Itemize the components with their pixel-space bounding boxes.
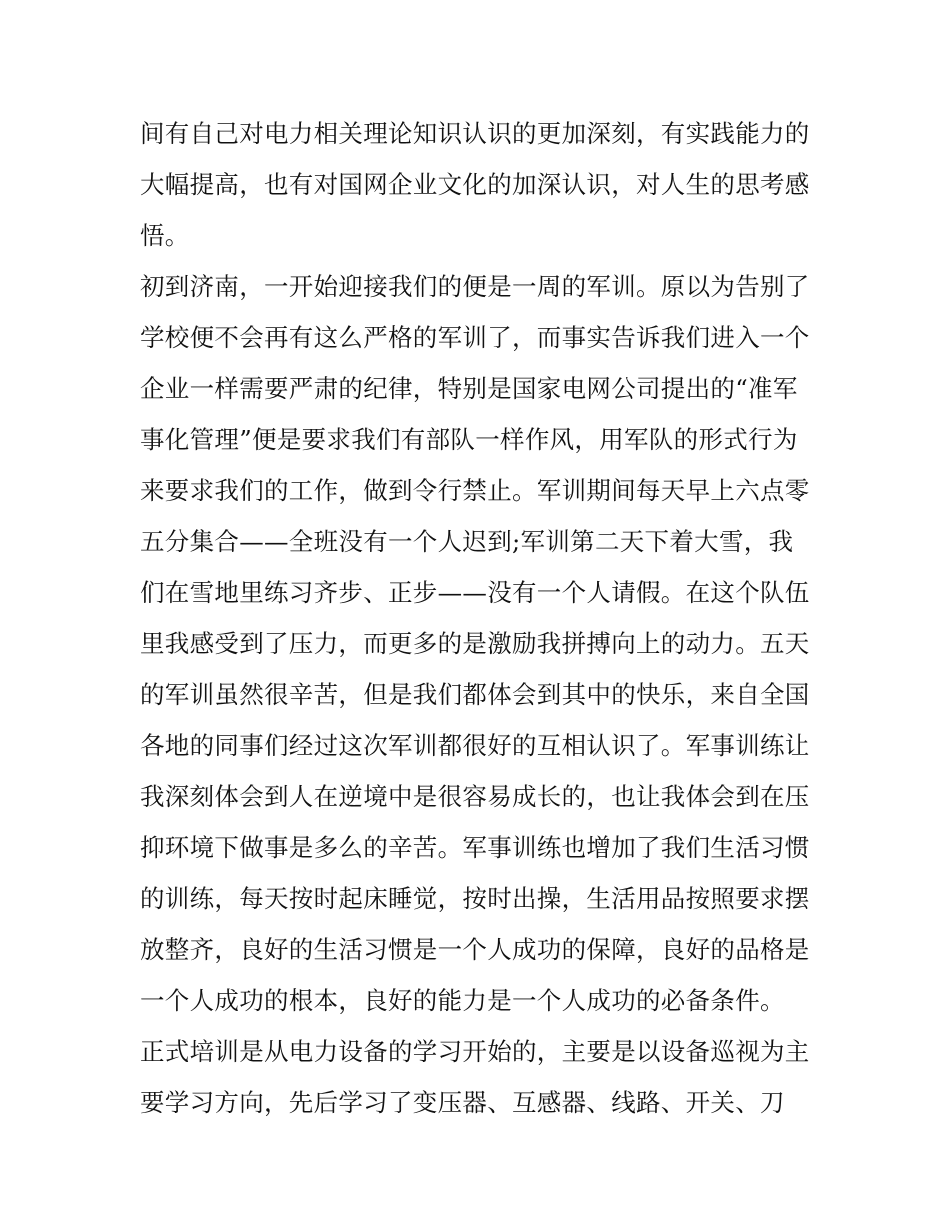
text-line: 初到济南，一开始迎接我们的便是一周的军训。原以为告别了 xyxy=(140,272,810,301)
text-line: 抑环境下做事是多么的辛苦。军事训练也增加了我们生活习惯 xyxy=(140,833,810,862)
text-line: 里我感受到了压力，而更多的是激励我拼搏向上的动力。五天 xyxy=(140,629,810,658)
text-line: 一个人成功的根本，良好的能力是一个人成功的必备条件。 xyxy=(140,986,785,1015)
text-line: 各地的同事们经过这次军训都很好的互相认识了。军事训练让 xyxy=(140,731,810,760)
text-line: 正式培训是从电力设备的学习开始的，主要是以设备巡视为主 xyxy=(140,1037,810,1066)
text-line: 们在雪地里练习齐步、正步——没有一个人请假。在这个队伍 xyxy=(140,578,810,607)
body-text xyxy=(140,108,820,1128)
text-line: 要学习方向，先后学习了变压器、互感器、线路、开关、刀 xyxy=(140,1088,785,1117)
text-line: 大幅提高，也有对国网企业文化的加深认识，对人生的思考感 xyxy=(140,170,810,199)
text-line: 企业一样需要严肃的纪律，特别是国家电网公司提出的“准军 xyxy=(140,374,798,403)
text-line: 悟。 xyxy=(140,221,190,250)
text-line: 五分集合——全班没有一个人迟到;军训第二天下着大雪，我 xyxy=(140,527,794,556)
text-line: 的训练，每天按时起床睡觉，按时出操，生活用品按照要求摆 xyxy=(140,884,810,913)
text-line: 来要求我们的工作，做到令行禁止。军训期间每天早上六点零 xyxy=(140,476,810,505)
text-line: 放整齐，良好的生活习惯是一个人成功的保障，良好的品格是 xyxy=(140,935,810,964)
text-line: 学校便不会再有这么严格的军训了，而事实告诉我们进入一个 xyxy=(140,323,810,352)
text-line: 间有自己对电力相关理论知识认识的更加深刻，有实践能力的 xyxy=(140,119,810,148)
text-line: 我深刻体会到人在逆境中是很容易成长的，也让我体会到在压 xyxy=(140,782,810,811)
text-line: 事化管理”便是要求我们有部队一样作风，用军队的形式行为 xyxy=(140,425,798,454)
text-line: 的军训虽然很辛苦，但是我们都体会到其中的快乐，来自全国 xyxy=(140,680,810,709)
